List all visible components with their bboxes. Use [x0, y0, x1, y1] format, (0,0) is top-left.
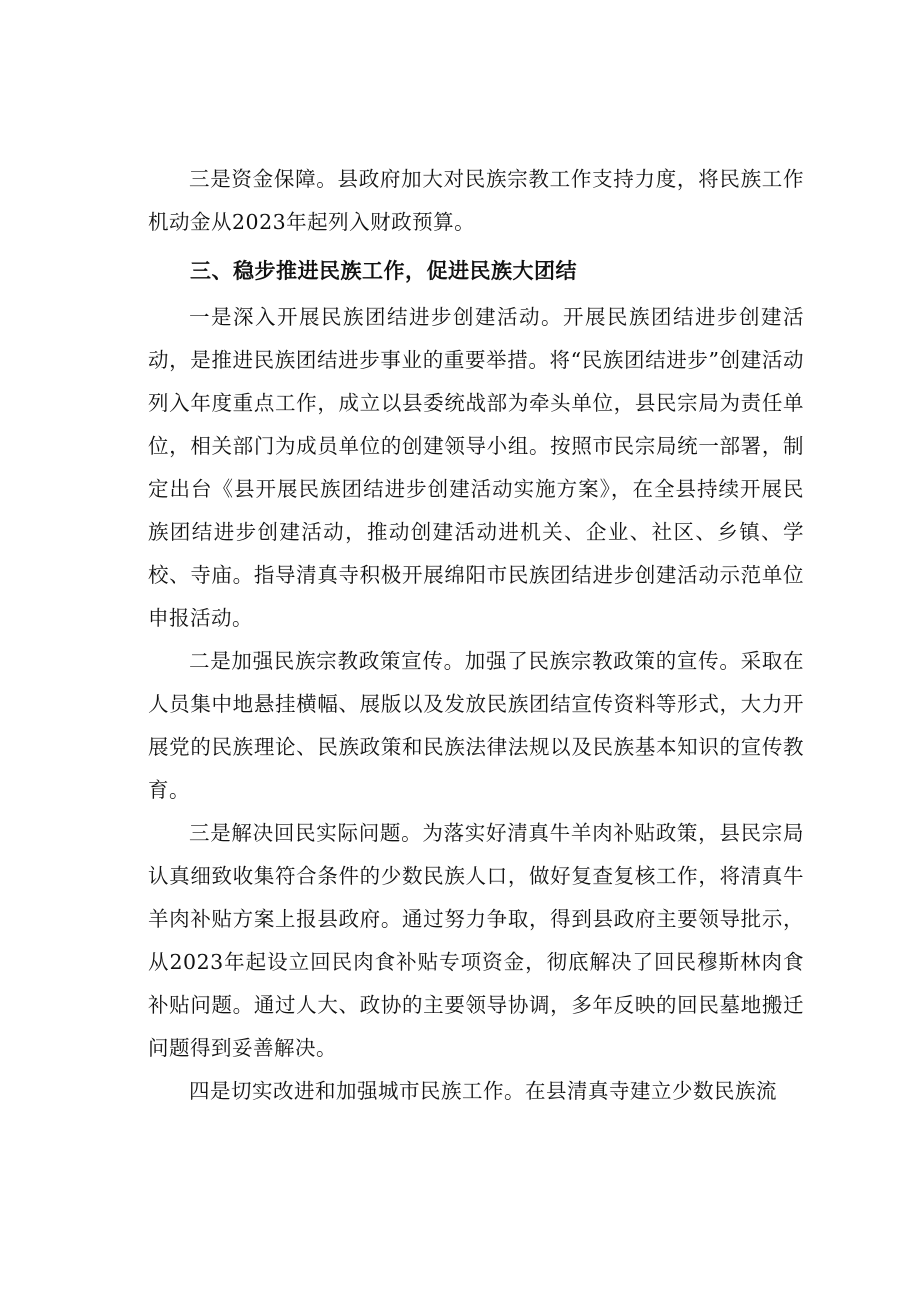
document-body: [148, 158, 804, 1113]
paragraph-hui-issues: 三是解决回民实际问题。为落实好清真牛羊肉补贴政策，县民宗局认真细致收集符合条件的少数民族人口，做好复查复核工作，将清真牛羊肉补贴方案上报县政府。通过努力争取，得到县政府主要领导批示，从2023年起设立回民肉食补贴专项资金，彻底解决了回民穆斯林肉食补贴问题。通过人大、政协的主要领导协调，多年反映的回民墓地搬迁问题得到妥善解决。: [148, 821, 804, 1060]
paragraph-urban-ethnic-work: 四是切实改进和加强城市民族工作。在县清真寺建立少数民族流: [189, 1079, 777, 1103]
paragraph-funding-guarantee: 三是资金保障。县政府加大对民族宗教工作支持力度，将民族工作机动金从2023年起列入财政预算。: [148, 167, 804, 234]
section-heading: 三、稳步推进民族工作，促进民族大团结: [190, 259, 577, 283]
paragraph-unity-activities: 一是深入开展民族团结进步创建活动。开展民族团结进步创建活动，是推进民族团结进步事业的重要举措。将“民族团结进步”创建活动列入年度重点工作，成立以县委统战部为牵头单位，县民宗局为责任单位，相关部门为成员单位的创建领导小组。按照市民宗局统一部署，制定出台《县开展民族团结进步创建活动实施方案》，在全县持续开展民族团结进步创建活动，推动创建活动进机关、企业、社区、乡镇、学校、寺庙。指导清真寺积极开展绵阳市民族团结进步创建活动示范单位申报活动。: [148, 305, 804, 630]
paragraph-policy-publicity: 二是加强民族宗教政策宣传。加强了民族宗教政策的宣传。采取在人员集中地悬挂横幅、展版以及发放民族团结宣传资料等形式，大力开展党的民族理论、民族政策和民族法律法规以及民族基本知识的宣传教育。: [148, 649, 804, 802]
